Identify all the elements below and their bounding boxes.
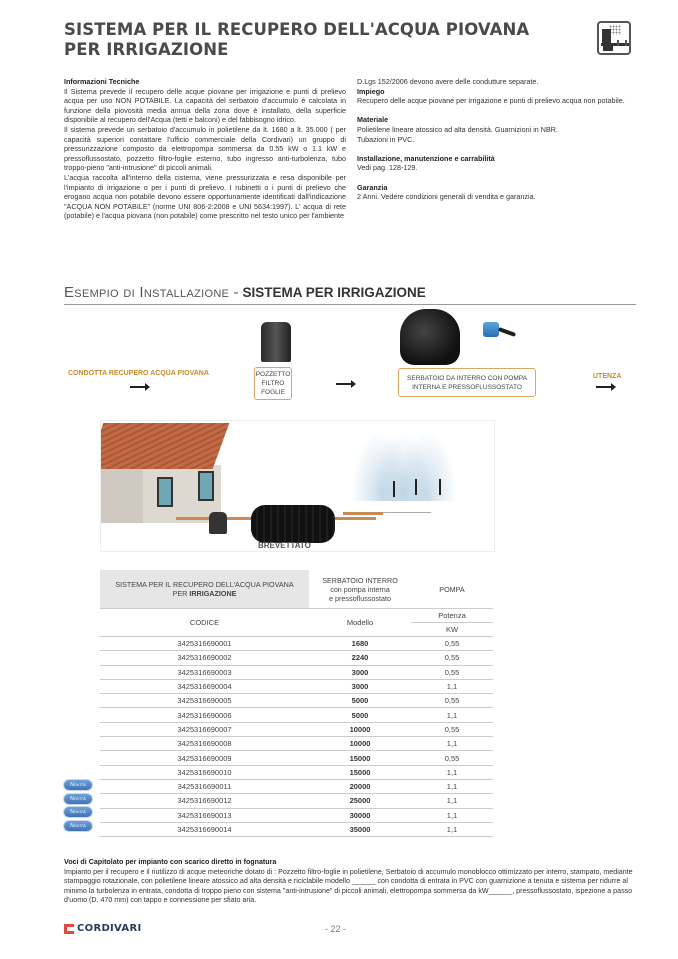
voci-heading: Voci di Capitolato per impianto con scarico diretto in fognatura [64,858,277,866]
table-row [100,779,493,793]
power-cell: 1,1 [411,708,493,722]
code-cell: 3425316690012 [100,794,309,808]
model-cell: 5000 [309,708,411,722]
table-row [100,708,493,722]
code-cell: 3425316690008 [100,737,309,751]
model-cell: 35000 [309,822,411,836]
code-cell: 3425316690002 [100,651,309,665]
tech-info-p3: L'acqua raccolta all'interno della cisterna, viene pressurizzata e resa disponibile per l'impianto di irrigazione o per i punti di prelievo. I rubinetti o i punti di prelievo che erogano acqua non potabile devono essere opportunamente identificati dall'indicazione "ACQUA NON POTABILE" (norme UNI 806-2:2008 e UNI 5634:1997). L' acqua di rete (potabile) e l'acqua piovana (non potabile) come prescritto nel testo unico per l'ambiente [64,172,346,221]
tech-info-column [64,77,346,221]
tech-info-p1: Il Sistema prevede il recupero delle acque piovane per irrigazione e punti di prelievo acqua per uso NON POTABILE. La capacità del serbatoio d'accumulo è calcolata in funzione della piovosità media annua della zona dove è installato, della superficie disponibile al recupero dell'Acqua (tetti e balconi) e del fabbisogno idrico. [64,86,346,125]
arrow-right-icon [336,383,354,385]
power-cell: 0,55 [411,722,493,736]
code-cell: 3425316690011 [100,779,309,793]
model-cell: 20000 [309,779,411,793]
install-heading: Installazione, manutenzione e carrabilità [357,153,495,163]
table-row [100,737,493,751]
model-cell: 10000 [309,737,411,751]
materiale-heading: Materiale [357,115,389,125]
page-number: - 22 - [325,924,347,934]
power-cell: 0,55 [411,751,493,765]
code-cell: 3425316690014 [100,822,309,836]
tech-info-p3-cont: D.Lgs 152/2006 devono avere delle condutture separate. [357,77,539,86]
new-badge: Novità [64,821,92,831]
model-cell: 3000 [309,665,411,679]
model-cell: 15000 [309,751,411,765]
power-cell: 0,55 [411,665,493,679]
new-badge: Novità [64,794,92,804]
code-cell: 3425316690001 [100,637,309,651]
code-cell: 3425316690007 [100,722,309,736]
table-row [100,722,493,736]
power-cell: 1,1 [411,808,493,822]
col-unit: KW [411,623,493,637]
power-cell: 1,1 [411,679,493,693]
arrow-right-icon [596,386,614,388]
model-cell: 2240 [309,651,411,665]
power-cell: 1,1 [411,794,493,808]
new-badge: Novità [64,807,92,817]
garanzia-heading: Garanzia [357,182,388,192]
flow-step-rain-pipe: CONDOTTA RECUPERO ACQUA PIOVANA [68,370,209,377]
page-title: SISTEMA PER IL RECUPERO DELL'ACQUA PIOVANA PER IRRIGAZIONE [64,20,530,59]
section-title: Esempio di Installazione - SISTEMA PER IRRIGAZIONE [64,284,636,305]
irrigation-system-icon [597,21,631,55]
impiego-text: Recupero delle acque piovane per irrigazione e punti di prelievo acqua non potabile. [357,96,625,106]
power-cell: 0,55 [411,651,493,665]
table-row [100,665,493,679]
model-cell: 5000 [309,694,411,708]
table-row [100,679,493,693]
installation-illustration [100,420,495,552]
arrow-right-icon [130,386,148,388]
new-badge: Novità [64,780,92,790]
flow-step-filter: POZZETTO FILTRO FOGLIE [254,367,292,400]
model-cell: 1680 [309,637,411,651]
logo-mark-icon [64,924,74,934]
impiego-heading: Impiego [357,86,385,96]
materiale-text-2: Tubazioni in PVC. [357,134,415,144]
model-cell: 15000 [309,765,411,779]
patent-label: BREVETTATO [258,541,311,550]
power-cell: 0,55 [411,637,493,651]
power-cell: 0,55 [411,694,493,708]
flow-step-tank: SERBATOIO DA INTERRO CON POMPA INTERNA E PRESSOFLUSSOSTATO [398,368,536,397]
install-text: Vedi pag. 128-129. [357,163,418,173]
header-system: SISTEMA PER IL RECUPERO DELL'ACQUA PIOVANA PER IRRIGAZIONE [100,570,309,609]
model-cell: 3000 [309,679,411,693]
header-tank: SERBATOIO INTERRO con pompa interna e pressoflussostato [309,570,411,609]
voci-body: Impianto per il recupero e il riutilizzo di acque meteoriche dotato di : Pozzetto filtro-foglie in polietilene, Serbatoio di accumulo monoblocco ottimizzato per interro, stampato, mediante stampaggio rotazionale, con polietilene lineare atossico ad alta densità e riciclabile modello ______ con condotta di entrata in PVC con guarnizione a tenuta e sistema per ridurre al minimo la turbolenza in entrata, condotta di troppo pieno con sistema "anti-intrusione" di piccoli animali, elettropompa sommersa da kW______, pressoflussostato, ispezione a passo d'uomo (D. 470 mm) con tappo e connessione per sfiato aria. [64,867,633,905]
model-cell: 25000 [309,794,411,808]
power-cell: 1,1 [411,737,493,751]
table-row [100,794,493,808]
code-cell: 3425316690004 [100,679,309,693]
col-power: Potenza [411,609,493,623]
header-pump: POMPA [411,570,493,609]
tech-info-heading: Informazioni Tecniche [64,77,140,86]
garanzia-text: 2 Anni. Vedere condizioni generali di vendita e garanzia. [357,192,536,202]
power-cell: 1,1 [411,779,493,793]
tech-info-p2: Il sistema prevede un serbatoio d'accumulo in polietilene da lt. 1680 a lt. 35.000 ( per capacità superiori contattare l'ufficio commerciale della Cordivari) un gruppo di pressurizzazione composto da elettropompa sommersa da 0.55 kW o 1.1 kW e pressoflussostato, pozzetto filtro-foglie esterno, tubo ingresso anti-turbolenza, tubo troppo-pieno "anti-intrusione" di piccoli animali. [64,124,346,173]
code-cell: 3425316690009 [100,751,309,765]
tank-image [400,309,460,365]
col-code: CODICE [100,609,309,637]
code-cell: 3425316690010 [100,765,309,779]
model-cell: 30000 [309,808,411,822]
specification-text [64,858,639,906]
col-model: Modello [309,609,411,637]
power-cell: 1,1 [411,765,493,779]
pressure-switch-image [483,322,499,337]
table-row [100,751,493,765]
model-cell: 10000 [309,722,411,736]
table-row [100,808,493,822]
code-cell: 3425316690006 [100,708,309,722]
code-cell: 3425316690005 [100,694,309,708]
table-row [100,765,493,779]
cordivari-logo: CORDIVARI [64,923,141,934]
product-table [100,570,493,837]
table-row [100,822,493,836]
flow-step-utenza: UTENZA [593,373,622,380]
materiale-text-1: Polietilene lineare atossico ad alta densità. Guarnizioni in NBR. [357,124,558,134]
table-row [100,637,493,651]
power-cell: 1,1 [411,822,493,836]
specs-column [357,77,637,202]
table-row [100,651,493,665]
code-cell: 3425316690003 [100,665,309,679]
table-row [100,694,493,708]
code-cell: 3425316690013 [100,808,309,822]
filter-well-image [261,322,291,362]
